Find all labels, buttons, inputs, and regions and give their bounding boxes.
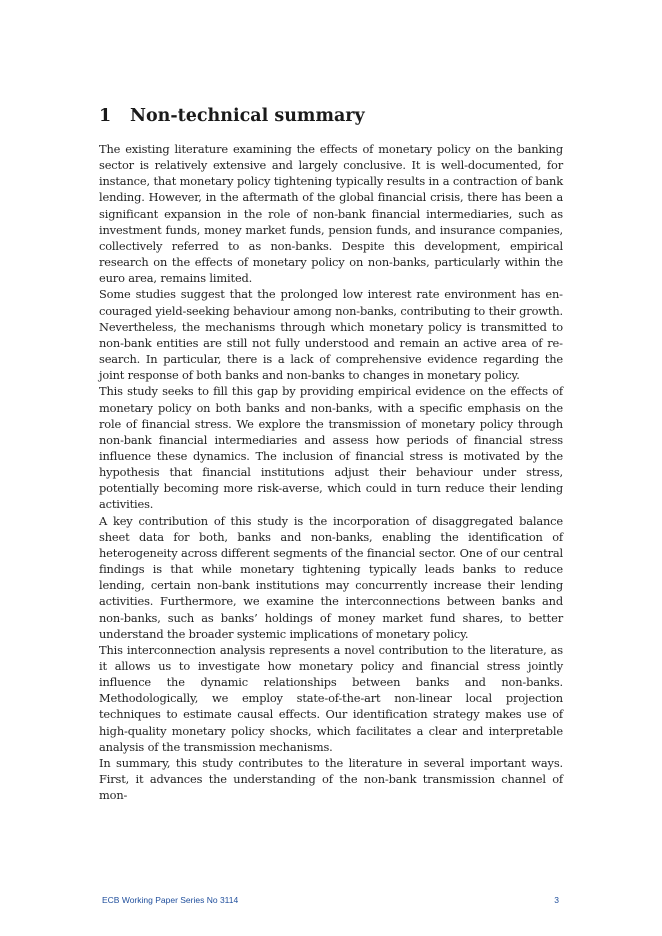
paragraph: This interconnection analysis represents a novel contribution to the literature, as it allows us to investigate how monetary policy and financial stress jointly influence the dynamic relationships between banks and non-banks. Methodologically, we employ state-of-the-art non-linear local projection techniques to estimate causal effects. Our identification strategy makes use of high-quality monetary policy shocks, which facilitates a clear and interpretable analysis of the transmission mechanisms. [99,642,563,754]
paragraph: Some studies suggest that the prolonged low interest rate environment has encouraged yield-seeking behaviour among non-banks, contributing to their growth. Nevertheless, the mechanisms through which monetary policy is transmitted to non-bank entities are still not fully understood and remain an active area of research. In particular, there is a lack of comprehensive evidence regarding the joint response of both banks and non-banks to changes in monetary policy. [99,287,563,383]
section-heading [99,106,365,126]
paragraph: A key contribution of this study is the incorporation of disaggregated balance sheet data for both, banks and non-banks, enabling the identification of heterogeneity across different segments of the financial sector. One of our central findings is that while monetary tightening typically leads banks to reduce lending, certain non-bank institutions may concurrently increase their lending activities. Furthermore, we examine the interconnections between banks and non-banks, such as banks’ holdings of money market fund shares, to better understand the broader systemic implications of monetary policy. [99,513,563,641]
body-text [99,141,563,803]
footer-page-number: 3 [554,895,559,905]
section-number: 1 [99,106,112,126]
paragraph: In summary, this study contributes to the literature in several important ways. First, it advances the understanding of the non-bank transmission channel of mon- [99,755,563,803]
footer-series-title: ECB Working Paper Series No 3114 [102,895,239,905]
paragraph: The existing literature examining the effects of monetary policy on the banking sector is relatively extensive and largely conclusive. It is well-documented, for instance, that monetary policy tightening typically results in a contraction of bank lending. However, in the aftermath of the global financial crisis, there has been a significant expansion in the role of non-bank financial intermediaries, such as investment funds, money market funds, pension funds, and insurance companies, collectively referred to as non-banks. Despite this development, empirical research on the effects of monetary policy on non-banks, particularly within the euro area, remains limited. [99,142,563,286]
section-title: Non-technical summary [130,106,365,126]
paragraph: This study seeks to fill this gap by providing empirical evidence on the effects of monetary policy on both banks and non-banks, with a specific emphasis on the role of financial stress. We explore the transmission of monetary policy through non-bank financial intermediaries and assess how periods of financial stress influence these dynamics. The inclusion of financial stress is motivated by the hypothesis that financial institutions adjust their behaviour under stress, potentially becoming more risk-averse, which could in turn reduce their lending activities. [99,384,563,512]
